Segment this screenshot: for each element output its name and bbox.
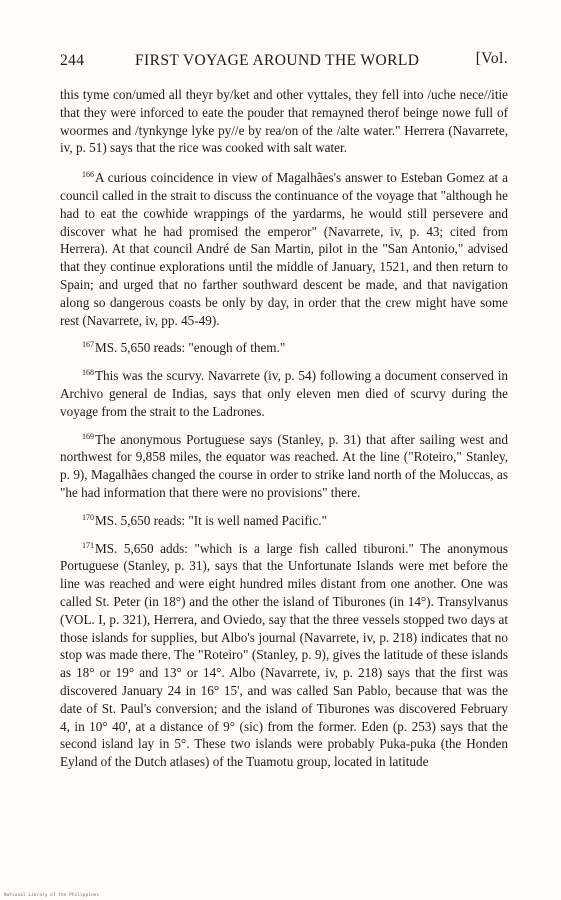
page-number: 244: [60, 52, 85, 69]
footnote-number: 167: [82, 340, 94, 350]
footnote-number: 166: [82, 170, 94, 180]
footnote-169: [60, 431, 508, 502]
footnote-166: [60, 169, 508, 329]
footnote-number: 169: [82, 431, 94, 441]
footnote-168: [60, 367, 508, 420]
footnote-number: 168: [82, 368, 94, 378]
running-title: FIRST VOYAGE AROUND THE WORLD: [135, 52, 420, 69]
continued-footnote: [60, 86, 508, 157]
volume-marker: [Vol.: [475, 50, 508, 67]
paragraph-text: A curious coincidence in view of Magalhães's answer to Esteban Gomez at a council called in the strait to discuss the continuance of the voyage that "although he had to eat the cowhide wrappings of the yardarms, he would still persevere and discover what he had promised the emperor" (Navarrete, iv, p. 43; cited from Herrera). At that council André de San Martin, pilot in the "San Antonio," advised that they continue explorations until the middle of January, 1521, and then return to Spain; and urged that no farther southward descent be made, and that navigation along so dangerous coasts be only by day, in order that the crew might have some rest (Navarrete, iv, pp. 45-49).: [60, 170, 508, 328]
footnote-171: [60, 540, 508, 771]
paragraph-text: MS. 5,650 reads: "It is well named Pacific.": [95, 512, 327, 528]
scan-footer: National Library of the Philippines: [4, 892, 100, 897]
footnote-170: [60, 512, 508, 530]
paragraph-text: this tyme con/umed all theyr by/ket and other vyttales, they fell into /uche nece//itie that they were inforced to eate the pouder that remayned therof beinge nowe full of woormes and /tynkynge lyke py//e by rea/on of the /alte water." Herrera (Navarrete, iv, p. 51) says that the rice was cooked with salt water.: [60, 87, 508, 156]
page-header: [60, 52, 508, 74]
footnote-167: [60, 339, 508, 357]
paragraph-text: The anonymous Portuguese says (Stanley, p. 31) that after sailing west and northwest for 9,858 miles, the equator was reached. At the line ("Roteiro," Stanley, p. 9), Magalhães changed the course in order to strike land north of the Moluccas, as "he had information that there were no provisions" there.: [60, 431, 508, 500]
footnote-number: 171: [82, 540, 94, 550]
footnote-number: 170: [82, 512, 94, 522]
paragraph-text: MS. 5,650 adds: "which is a large fish called tiburoni." The anonymous Portuguese (Stanley, p. 31), says that the Unfortunate Islands were met before the line was reached and were eight hundred miles distant from one another. One was called St. Peter (in 18°) and the other the island of Tiburones (in 14°). Transylvanus (VOL. I, p. 321), Herrera, and Oviedo, say that the three vessels stopped two days at those islands for supplies, but Albo's journal (Navarrete, iv, p. 218) indicates that no stop was made there. The "Roteiro" (Stanley, p. 9), gives the latitude of these islands as 18° or 19° and 13° or 14°. Albo (Navarrete, iv, p. 218) says that the first was discovered January 24 in 16° 15', and was called San Pablo, because that was the date of St. Paul's conversion; and the island of Tiburones was discovered February 4, in 10° 40', at a distance of 9° (sic) from the former. Eden (p. 253) says that the second island lay in 5°. These two islands were probably Puka-puka (the Honden Eyland of the Dutch atlases) of the Tuamotu group, located in latitude: [60, 540, 508, 770]
paragraph-text: MS. 5,650 reads: "enough of them.": [95, 340, 286, 356]
page-body: [60, 86, 508, 781]
paragraph-text: This was the scurvy. Navarrete (iv, p. 54) following a document conserved in Archivo general de Indias, says that only eleven men died of scurvy during the voyage from the strait to the Ladrones.: [60, 368, 508, 419]
